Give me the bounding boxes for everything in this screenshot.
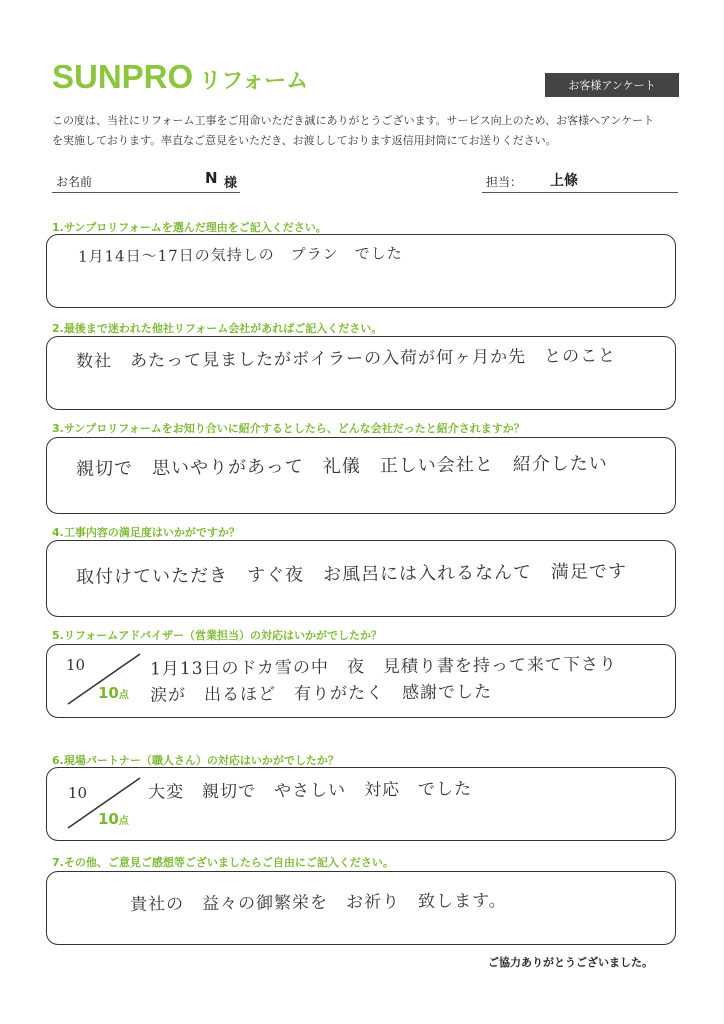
score-given-5: 10 [66, 656, 86, 674]
survey-badge: お客様アンケート [545, 73, 679, 97]
score-box-6 [58, 772, 148, 832]
score-unit-5: 点 [118, 690, 129, 701]
score-given-6: 10 [68, 784, 88, 802]
answer-2-line-1: 数社 あたって見ましたがボイラーの入荷が何ヶ月か先 とのこと [75, 346, 617, 372]
answer-1-line-1: 1月14日～17日の気持しの プラン でした [77, 244, 403, 266]
question-5: 5.リフォームアドバイザー（営業担当）の対応はいかがでしたか？ [52, 629, 383, 642]
thanks-note: ご協力ありがとうございました。 [488, 956, 653, 969]
score-unit-6: 点 [118, 816, 129, 827]
name-label: お名前 [56, 175, 93, 189]
question-7: 7.その他、ご意見ご感想等ございましたらご自由にご記入ください。 [52, 856, 394, 869]
score-max-6 [98, 810, 129, 828]
staff-value: 上條 [550, 173, 578, 189]
answer-3-line-1: 親切で 思いやりがあって 礼儀 正しい会社と 紹介したい [75, 453, 608, 480]
score-max-value-5: 10 [98, 684, 119, 702]
answer-5-line-1: 1月13日のドカ雪の中 夜 見積り書を持って来て下さり [149, 654, 618, 680]
question-6: 6.現場パートナー（職人さん）の対応はいかがでしたか？ [52, 754, 339, 767]
intro-line-1: この度は、当社にリフォーム工事をご用命いただき誠にありがとうございます。サービス向上のため、お客様へアンケート [52, 114, 655, 127]
logo-text-en: SUNPRO [52, 58, 194, 95]
logo-text-jp: リフォーム [199, 69, 309, 94]
name-value: N [205, 169, 218, 187]
answer-4-line-1: 取付けていただき すぐ夜 お風呂には入れるなんて 満足です [75, 561, 628, 588]
intro-text [52, 111, 682, 151]
question-4: 4.工事内容の満足度はいかがですか？ [52, 526, 240, 539]
staff-label: 担当： [486, 175, 523, 189]
score-max-value-6: 10 [98, 810, 119, 828]
name-suffix: 様 [224, 176, 238, 191]
score-max-5 [98, 684, 129, 702]
question-2: 2.最後まで迷われた他社リフォーム会社があればご記入ください。 [52, 322, 383, 335]
answer-7-line-1: 貴社の 益々の御繁栄を お祈り 致します。 [129, 891, 507, 915]
question-3: 3.サンプロリフォームをお知り合いに紹介するとしたら、どんな会社だったと紹介されますか？ [52, 422, 525, 435]
answer-6-line-1: 大変 親切で やさしい 対応 でした [147, 779, 473, 803]
score-box-5 [58, 648, 148, 708]
question-1: 1.サンプロリフォームを選んだ理由をご記入ください。 [52, 221, 327, 234]
answer-5-line-2: 涙が 出るほど 有りがたく 感謝でした [149, 682, 493, 706]
sunpro-logo [52, 58, 308, 96]
intro-line-2: を実施しております。率直なご意見をいただき、お渡ししております返信用封筒にてお送りください。 [52, 134, 557, 147]
